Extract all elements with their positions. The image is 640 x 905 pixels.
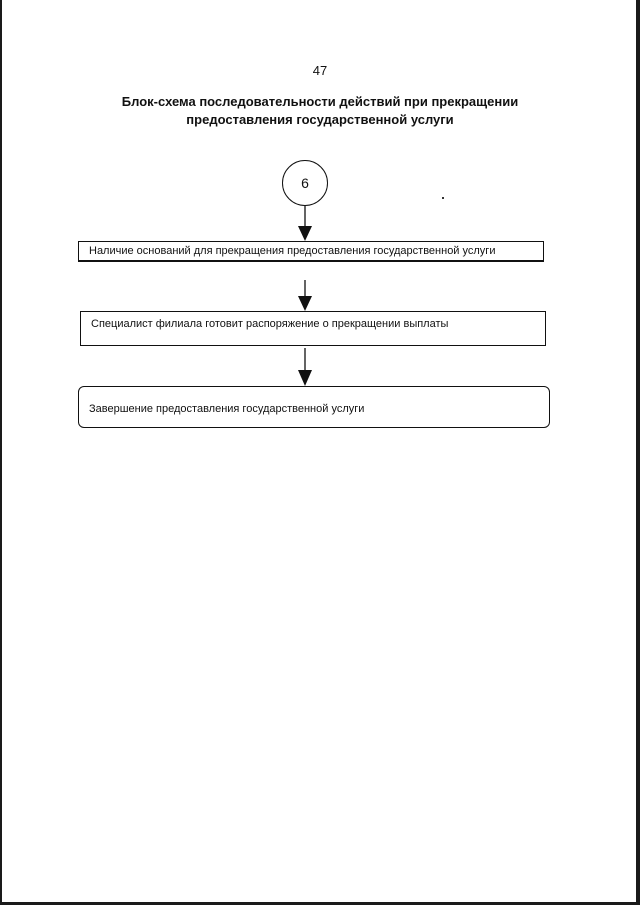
flow-step-3 [78,386,550,428]
flow-step-3-text: Завершение предоставления государственной услуги [89,403,365,415]
flow-step-2 [80,311,546,346]
flow-connector-circle [282,160,328,206]
connector-label: 6 [301,175,309,191]
scan-speck [442,197,444,199]
arrow-connector-to-step-1-head [298,226,312,241]
flow-step-1-text: Наличие оснований для прекращения предоставления государственной услуги [89,245,496,257]
title-line-2: предоставления государственной услуги [186,112,454,127]
page-number: 47 [312,63,328,78]
flow-step-2-text: Специалист филиала готовит распоряжение о прекращении выплаты [91,318,449,330]
title-line-1: Блок-схема последовательности действий при прекращении [121,94,519,109]
flow-step-1 [78,241,544,262]
arrow-step-2-to-step-3-head [298,370,312,386]
arrow-step-1-to-step-2-head [298,296,312,311]
